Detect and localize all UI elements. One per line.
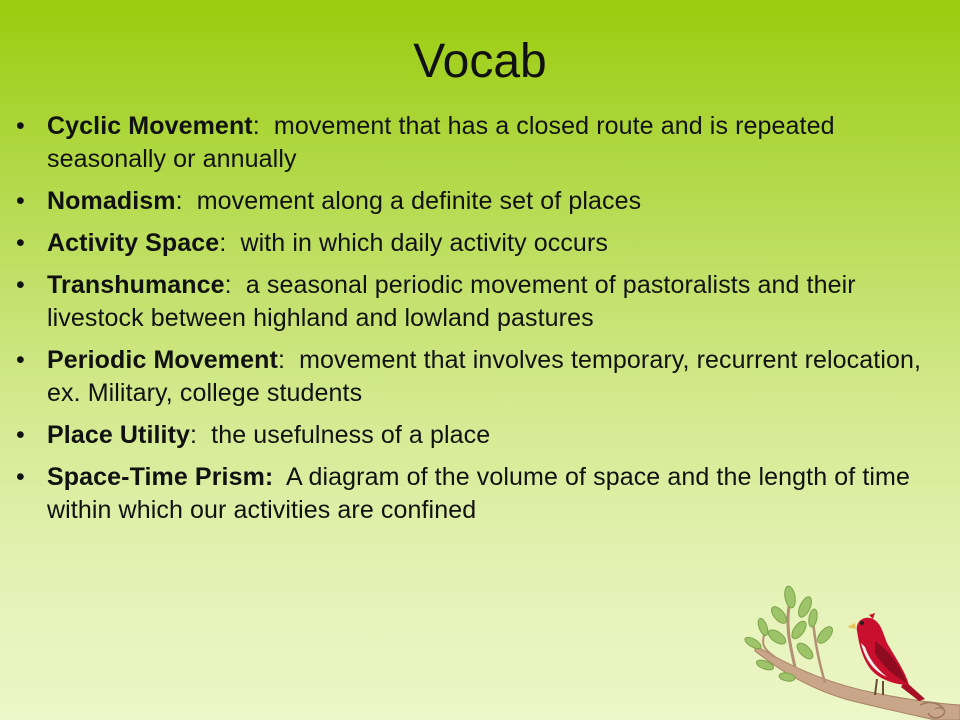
bullet-icon: • [16, 421, 25, 449]
list-item [0, 110, 930, 176]
term: Periodic Movement [47, 346, 278, 374]
term-separator: : [219, 229, 227, 257]
bullet-icon: • [16, 271, 25, 299]
bird-on-branch-icon [735, 585, 960, 720]
vocab-list [0, 110, 930, 536]
branch [755, 645, 960, 720]
list-item [0, 227, 930, 260]
term: Space-Time Prism: [47, 463, 274, 491]
list-item [0, 344, 930, 410]
slide-title: Vocab [413, 35, 547, 88]
term-separator: : [252, 112, 260, 140]
definition: a seasonal periodic movement of pastoralists and their livestock between highland and lowland pastures [47, 271, 863, 332]
bullet-icon: • [16, 346, 25, 374]
term-separator: : [190, 421, 198, 449]
list-item [0, 269, 930, 335]
term: Cyclic Movement [47, 112, 253, 140]
term: Transhumance [47, 271, 225, 299]
definition: movement along a definite set of places [182, 187, 642, 215]
bullet-icon: • [16, 187, 25, 215]
definition: the usefulness of a place [197, 421, 491, 449]
term: Nomadism [47, 187, 176, 215]
list-item [0, 419, 930, 452]
definition: A diagram of the volume of space and the length of time within which our activities are confined [47, 463, 918, 524]
term-separator: : [175, 187, 183, 215]
bird [847, 613, 925, 701]
term: Activity Space [47, 229, 220, 257]
definition: movement that has a closed route and is repeated seasonally or annually [47, 112, 842, 173]
list-item [0, 185, 930, 218]
term-separator: : [277, 346, 285, 374]
bullet-icon: • [16, 463, 25, 491]
list-item [0, 461, 930, 527]
term-separator: : [224, 271, 232, 299]
term: Place Utility [47, 421, 191, 449]
bullet-icon: • [16, 229, 25, 257]
definition: movement that involves temporary, recurrent relocation, ex. Military, college students [47, 346, 929, 407]
definition: with in which daily activity occurs [226, 229, 608, 257]
bullet-icon: • [16, 112, 25, 140]
